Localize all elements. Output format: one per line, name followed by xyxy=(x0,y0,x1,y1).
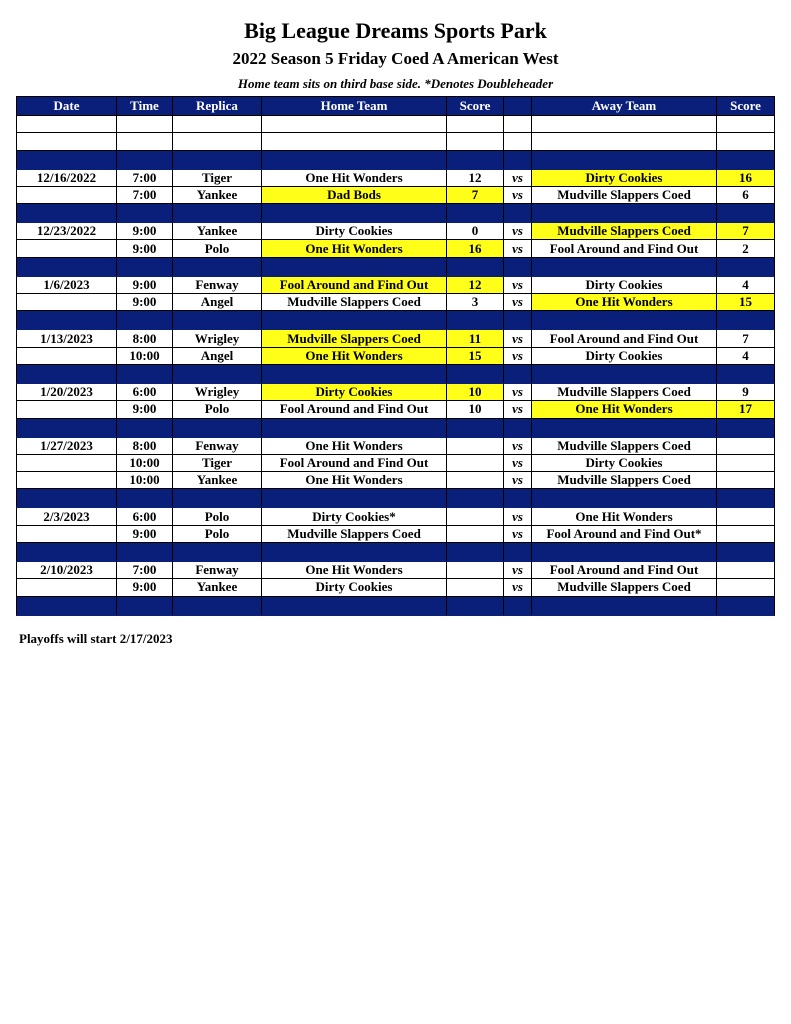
col-away-team: Away Team xyxy=(532,97,717,116)
home-team-cell: One Hit Wonders xyxy=(262,472,447,489)
col-time: Time xyxy=(117,97,173,116)
away-score-cell xyxy=(717,579,775,596)
vs-cell: vs xyxy=(504,186,532,203)
blank-cell xyxy=(504,116,532,133)
home-team-cell: Dirty Cookies xyxy=(262,579,447,596)
separator-cell xyxy=(504,364,532,383)
week-separator-row xyxy=(17,204,775,223)
time-cell: 7:00 xyxy=(117,186,173,203)
away-score-cell: 4 xyxy=(717,347,775,364)
home-team-cell: One Hit Wonders xyxy=(262,240,447,257)
away-score-cell: 9 xyxy=(717,383,775,400)
page-title: Big League Dreams Sports Park xyxy=(244,18,547,43)
separator-cell xyxy=(117,596,173,615)
home-score-cell xyxy=(447,454,504,471)
separator-cell xyxy=(117,311,173,330)
away-team-cell: Fool Around and Find Out xyxy=(532,330,717,347)
separator-cell xyxy=(117,150,173,169)
vs-cell: vs xyxy=(504,169,532,186)
separator-cell xyxy=(262,204,447,223)
away-team-cell: Mudville Slappers Coed xyxy=(532,472,717,489)
week-separator-row xyxy=(17,543,775,562)
col-date: Date xyxy=(17,97,117,116)
replica-cell: Yankee xyxy=(173,223,262,240)
time-cell: 10:00 xyxy=(117,454,173,471)
separator-cell xyxy=(447,364,504,383)
separator-cell xyxy=(447,204,504,223)
separator-cell xyxy=(262,311,447,330)
separator-cell xyxy=(504,418,532,437)
separator-cell xyxy=(717,204,775,223)
blank-cell xyxy=(17,133,117,150)
separator-cell xyxy=(504,489,532,508)
away-team-cell: Mudville Slappers Coed xyxy=(532,223,717,240)
date-cell: 1/13/2023 xyxy=(17,330,117,347)
time-cell: 9:00 xyxy=(117,294,173,311)
game-row xyxy=(17,525,775,542)
blank-cell xyxy=(447,133,504,150)
home-team-cell: Dirty Cookies xyxy=(262,223,447,240)
vs-cell: vs xyxy=(504,437,532,454)
separator-cell xyxy=(117,204,173,223)
replica-cell: Polo xyxy=(173,508,262,525)
blank-cell xyxy=(717,116,775,133)
away-team-cell: One Hit Wonders xyxy=(532,508,717,525)
separator-cell xyxy=(262,364,447,383)
home-team-cell: Fool Around and Find Out xyxy=(262,454,447,471)
away-team-cell: Dirty Cookies xyxy=(532,454,717,471)
separator-cell xyxy=(532,150,717,169)
away-team-cell: One Hit Wonders xyxy=(532,294,717,311)
time-cell: 10:00 xyxy=(117,347,173,364)
separator-cell xyxy=(17,364,117,383)
replica-cell: Fenway xyxy=(173,437,262,454)
time-cell: 9:00 xyxy=(117,525,173,542)
vs-cell: vs xyxy=(504,525,532,542)
away-team-cell: Dirty Cookies xyxy=(532,347,717,364)
time-cell: 9:00 xyxy=(117,240,173,257)
date-cell: 2/3/2023 xyxy=(17,508,117,525)
separator-cell xyxy=(173,543,262,562)
time-cell: 7:00 xyxy=(117,169,173,186)
separator-cell xyxy=(17,596,117,615)
separator-cell xyxy=(117,489,173,508)
separator-cell xyxy=(447,150,504,169)
date-cell: 1/27/2023 xyxy=(17,437,117,454)
game-row xyxy=(17,223,775,240)
game-row xyxy=(17,508,775,525)
vs-cell: vs xyxy=(504,401,532,418)
vs-cell: vs xyxy=(504,579,532,596)
col-vs xyxy=(504,97,532,116)
playoffs-note: Playoffs will start 2/17/2023 xyxy=(19,631,173,646)
time-cell: 7:00 xyxy=(117,562,173,579)
separator-cell xyxy=(504,257,532,276)
week-separator-row xyxy=(17,418,775,437)
vs-cell: vs xyxy=(504,562,532,579)
date-cell xyxy=(17,347,117,364)
date-cell xyxy=(17,472,117,489)
blank-cell xyxy=(447,116,504,133)
game-row xyxy=(17,330,775,347)
separator-cell xyxy=(532,364,717,383)
replica-cell: Angel xyxy=(173,347,262,364)
time-cell: 9:00 xyxy=(117,579,173,596)
separator-cell xyxy=(717,364,775,383)
date-cell xyxy=(17,294,117,311)
separator-cell xyxy=(447,257,504,276)
home-score-cell: 12 xyxy=(447,276,504,293)
col-replica: Replica xyxy=(173,97,262,116)
separator-cell xyxy=(262,489,447,508)
game-row xyxy=(17,579,775,596)
home-score-cell xyxy=(447,525,504,542)
blank-cell xyxy=(173,133,262,150)
home-score-cell xyxy=(447,562,504,579)
separator-cell xyxy=(17,489,117,508)
home-score-cell: 0 xyxy=(447,223,504,240)
date-cell: 12/23/2022 xyxy=(17,223,117,240)
time-cell: 9:00 xyxy=(117,223,173,240)
home-team-cell: Mudville Slappers Coed xyxy=(262,330,447,347)
vs-cell: vs xyxy=(504,454,532,471)
separator-cell xyxy=(262,257,447,276)
replica-cell: Polo xyxy=(173,401,262,418)
separator-cell xyxy=(504,543,532,562)
game-row xyxy=(17,169,775,186)
away-score-cell: 16 xyxy=(717,169,775,186)
home-score-cell: 16 xyxy=(447,240,504,257)
vs-cell: vs xyxy=(504,330,532,347)
game-row xyxy=(17,186,775,203)
game-row xyxy=(17,347,775,364)
date-cell xyxy=(17,186,117,203)
away-team-cell: Dirty Cookies xyxy=(532,276,717,293)
away-score-cell xyxy=(717,437,775,454)
home-team-cell: Mudville Slappers Coed xyxy=(262,525,447,542)
separator-cell xyxy=(504,596,532,615)
separator-cell xyxy=(262,543,447,562)
game-row xyxy=(17,294,775,311)
separator-cell xyxy=(504,311,532,330)
away-team-cell: Mudville Slappers Coed xyxy=(532,579,717,596)
away-team-cell: Fool Around and Find Out xyxy=(532,240,717,257)
away-team-cell: Fool Around and Find Out* xyxy=(532,525,717,542)
separator-cell xyxy=(262,150,447,169)
separator-cell xyxy=(717,418,775,437)
blank-cell xyxy=(173,116,262,133)
blank-row xyxy=(17,133,775,150)
game-row xyxy=(17,240,775,257)
replica-cell: Fenway xyxy=(173,562,262,579)
separator-cell xyxy=(173,311,262,330)
vs-cell: vs xyxy=(504,383,532,400)
time-cell: 9:00 xyxy=(117,276,173,293)
replica-cell: Yankee xyxy=(173,579,262,596)
game-row xyxy=(17,276,775,293)
separator-cell xyxy=(17,311,117,330)
col-home-team: Home Team xyxy=(262,97,447,116)
separator-cell xyxy=(17,150,117,169)
separator-cell xyxy=(173,596,262,615)
vs-cell: vs xyxy=(504,294,532,311)
vs-cell: vs xyxy=(504,223,532,240)
vs-cell: vs xyxy=(504,508,532,525)
game-row xyxy=(17,562,775,579)
blank-cell xyxy=(717,133,775,150)
blank-cell xyxy=(17,116,117,133)
week-separator-row xyxy=(17,364,775,383)
game-row xyxy=(17,401,775,418)
replica-cell: Fenway xyxy=(173,276,262,293)
replica-cell: Tiger xyxy=(173,454,262,471)
separator-cell xyxy=(262,596,447,615)
separator-cell xyxy=(717,311,775,330)
col-away-score: Score xyxy=(717,97,775,116)
away-team-cell: Fool Around and Find Out xyxy=(532,562,717,579)
away-team-cell: One Hit Wonders xyxy=(532,401,717,418)
home-score-cell: 10 xyxy=(447,401,504,418)
separator-cell xyxy=(117,418,173,437)
date-cell xyxy=(17,240,117,257)
separator-cell xyxy=(532,543,717,562)
game-row xyxy=(17,472,775,489)
away-team-cell: Mudville Slappers Coed xyxy=(532,437,717,454)
away-score-cell xyxy=(717,508,775,525)
blank-row xyxy=(17,116,775,133)
game-row xyxy=(17,383,775,400)
home-score-cell: 10 xyxy=(447,383,504,400)
separator-cell xyxy=(717,596,775,615)
away-score-cell: 6 xyxy=(717,186,775,203)
date-cell xyxy=(17,579,117,596)
week-separator-row xyxy=(17,257,775,276)
separator-cell xyxy=(717,543,775,562)
away-score-cell: 4 xyxy=(717,276,775,293)
separator-cell xyxy=(17,257,117,276)
date-cell: 2/10/2023 xyxy=(17,562,117,579)
date-cell: 1/20/2023 xyxy=(17,383,117,400)
time-cell: 9:00 xyxy=(117,401,173,418)
home-score-cell xyxy=(447,579,504,596)
away-team-cell: Mudville Slappers Coed xyxy=(532,383,717,400)
home-score-cell: 7 xyxy=(447,186,504,203)
away-score-cell: 7 xyxy=(717,223,775,240)
vs-cell: vs xyxy=(504,240,532,257)
separator-cell xyxy=(532,418,717,437)
time-cell: 6:00 xyxy=(117,383,173,400)
separator-cell xyxy=(173,150,262,169)
separator-cell xyxy=(532,489,717,508)
vs-cell: vs xyxy=(504,276,532,293)
separator-cell xyxy=(117,364,173,383)
time-cell: 10:00 xyxy=(117,472,173,489)
doubleheader-note: Home team sits on third base side. *Denotes Doubleheader xyxy=(237,76,554,91)
away-score-cell: 7 xyxy=(717,330,775,347)
header-row xyxy=(17,97,775,116)
date-cell: 1/6/2023 xyxy=(17,276,117,293)
away-score-cell: 15 xyxy=(717,294,775,311)
separator-cell xyxy=(447,489,504,508)
home-score-cell: 11 xyxy=(447,330,504,347)
week-separator-row xyxy=(17,150,775,169)
vs-cell: vs xyxy=(504,347,532,364)
blank-cell xyxy=(532,133,717,150)
separator-cell xyxy=(717,257,775,276)
home-team-cell: One Hit Wonders xyxy=(262,347,447,364)
separator-cell xyxy=(717,150,775,169)
week-separator-row xyxy=(17,311,775,330)
away-score-cell: 17 xyxy=(717,401,775,418)
away-score-cell xyxy=(717,454,775,471)
away-score-cell: 2 xyxy=(717,240,775,257)
away-score-cell xyxy=(717,472,775,489)
col-home-score: Score xyxy=(447,97,504,116)
separator-cell xyxy=(173,489,262,508)
separator-cell xyxy=(504,204,532,223)
home-score-cell xyxy=(447,437,504,454)
blank-cell xyxy=(504,133,532,150)
home-team-cell: One Hit Wonders xyxy=(262,437,447,454)
replica-cell: Tiger xyxy=(173,169,262,186)
separator-cell xyxy=(447,596,504,615)
separator-cell xyxy=(117,257,173,276)
replica-cell: Wrigley xyxy=(173,383,262,400)
replica-cell: Yankee xyxy=(173,472,262,489)
separator-cell xyxy=(173,257,262,276)
separator-cell xyxy=(447,311,504,330)
separator-cell xyxy=(447,418,504,437)
replica-cell: Polo xyxy=(173,240,262,257)
away-team-cell: Dirty Cookies xyxy=(532,169,717,186)
separator-cell xyxy=(262,418,447,437)
separator-cell xyxy=(173,204,262,223)
separator-cell xyxy=(717,489,775,508)
home-team-cell: Mudville Slappers Coed xyxy=(262,294,447,311)
home-team-cell: Fool Around and Find Out xyxy=(262,276,447,293)
blank-cell xyxy=(117,133,173,150)
replica-cell: Yankee xyxy=(173,186,262,203)
date-cell xyxy=(17,401,117,418)
separator-cell xyxy=(532,596,717,615)
separator-cell xyxy=(173,364,262,383)
time-cell: 8:00 xyxy=(117,330,173,347)
week-separator-row xyxy=(17,489,775,508)
week-separator-row xyxy=(17,596,775,615)
away-score-cell xyxy=(717,562,775,579)
blank-cell xyxy=(262,133,447,150)
away-score-cell xyxy=(717,525,775,542)
separator-cell xyxy=(532,204,717,223)
home-team-cell: Dad Bods xyxy=(262,186,447,203)
schedule-table xyxy=(16,96,775,616)
home-score-cell xyxy=(447,472,504,489)
home-team-cell: Fool Around and Find Out xyxy=(262,401,447,418)
vs-cell: vs xyxy=(504,472,532,489)
home-team-cell: One Hit Wonders xyxy=(262,562,447,579)
game-row xyxy=(17,437,775,454)
time-cell: 6:00 xyxy=(117,508,173,525)
replica-cell: Angel xyxy=(173,294,262,311)
date-cell xyxy=(17,525,117,542)
separator-cell xyxy=(17,204,117,223)
home-team-cell: One Hit Wonders xyxy=(262,169,447,186)
game-row xyxy=(17,454,775,471)
home-score-cell: 15 xyxy=(447,347,504,364)
home-score-cell xyxy=(447,508,504,525)
home-team-cell: Dirty Cookies xyxy=(262,383,447,400)
separator-cell xyxy=(447,543,504,562)
separator-cell xyxy=(173,418,262,437)
separator-cell xyxy=(17,418,117,437)
home-score-cell: 12 xyxy=(447,169,504,186)
page-subtitle: 2022 Season 5 Friday Coed A American West xyxy=(232,49,559,68)
date-cell xyxy=(17,454,117,471)
replica-cell: Wrigley xyxy=(173,330,262,347)
schedule-body xyxy=(17,116,775,616)
blank-cell xyxy=(532,116,717,133)
separator-cell xyxy=(117,543,173,562)
blank-cell xyxy=(262,116,447,133)
replica-cell: Polo xyxy=(173,525,262,542)
date-cell: 12/16/2022 xyxy=(17,169,117,186)
separator-cell xyxy=(504,150,532,169)
time-cell: 8:00 xyxy=(117,437,173,454)
separator-cell xyxy=(532,311,717,330)
away-team-cell: Mudville Slappers Coed xyxy=(532,186,717,203)
separator-cell xyxy=(532,257,717,276)
home-team-cell: Dirty Cookies* xyxy=(262,508,447,525)
separator-cell xyxy=(17,543,117,562)
home-score-cell: 3 xyxy=(447,294,504,311)
blank-cell xyxy=(117,116,173,133)
